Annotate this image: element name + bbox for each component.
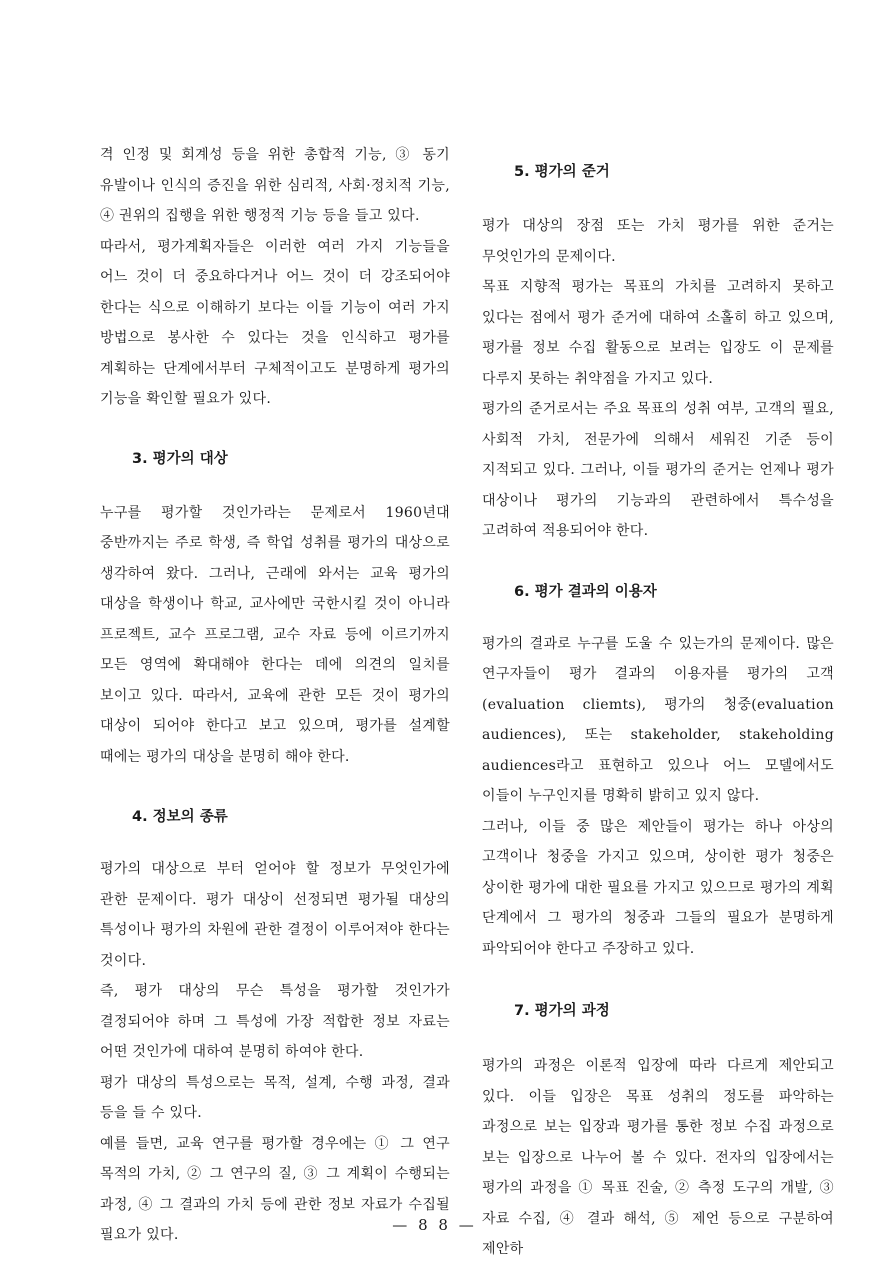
section-4-paragraph-2: 즉, 평가 대상의 무슨 특성을 평가할 것인가가 결정되어야 하며 그 특성에 가장 적합한 정보 자료는 어떤 것인가에 대하여 분명히 하여야 한다. (100, 983, 450, 1060)
page-number: — 8 8 — (392, 1216, 477, 1234)
section-5-paragraph-3: 평가의 준거로서는 주요 목표의 성취 여부, 고객의 필요, 사회적 가치, 전문가에 의해서 세워진 기준 등이 지적되고 있다. 그러나, 이들 평가의 준거는 언제나 평가 대상이나 평가의 기능과의 관련하에서 특수성을 고려하여 적용되어야 한다. (482, 401, 834, 539)
section-5-heading: 5. 평가의 준거 (514, 164, 610, 180)
section-4-heading: 4. 정보의 종류 (132, 809, 228, 825)
section-6-heading: 6. 평가 결과의 이용자 (514, 583, 657, 600)
paragraph-intro-2: 따라서, 평가계획자들은 이러한 여러 가지 기능들을 어느 것이 더 중요하다거나 어느 것이 더 강조되어야 한다는 식으로 이해하기 보다는 이들 기능이 여러 가지 방법으로 봉사한 수 있다는 것을 인식하고 평가를 계획하는 단계에서부터 구체적이고도 분명하게 평가의 기능을 확인할 필요가 있다. (100, 238, 450, 407)
left-column (100, 140, 450, 1251)
section-6-paragraph-1: 평가의 결과로 누구를 도울 수 있는가의 문제이다. 많은 연구자들이 평가 결과의 이용자를 평가의 고객(evaluation cliemts), 평가의 청중(evaluation audiences), 또는 stakeholder, stakeholding audiences라고 표현하고 있으나 어느 모델에서도 이들이 누구인지를 명확히 밝히고 있지 않다. (482, 635, 834, 804)
section-3-heading: 3. 평가의 대상 (132, 450, 228, 467)
section-7-paragraph-1: 평가의 과정은 이론적 입장에 따라 다르게 제안되고 있다. 이들 입장은 목표 성취의 정도를 파악하는 과정으로 보는 입장과 평가를 통한 정보 수집 과정으로 보는 입장으로 나누어 볼 수 있다. 전자의 입장에서는 평가의 과정을 ① 목표 진술, ② 측정 도구의 개발, ③ 자료 수집, ④ 결과 해석, ⑤ 제언 등으로 구분하여 제안하 (482, 1058, 834, 1257)
section-4-paragraph-3: 평가 대상의 특성으로는 목적, 설계, 수행 과정, 결과 등을 들 수 있다. (100, 1074, 450, 1121)
section-7-heading: 7. 평가의 과정 (514, 1003, 610, 1019)
section-5-paragraph-1: 평가 대상의 장점 또는 가치 평가를 위한 준거는 무엇인가의 문제이다. (482, 218, 834, 265)
section-6-paragraph-2: 그러나, 이들 중 많은 제안들이 평가는 하나 아상의 고객이나 청중을 가지고 있으며, 상이한 평가 청중은 상이한 평가에 대한 필요를 가지고 있으므로 평가의 계획 단계에서 그 평가의 청중과 그들의 필요가 분명하게 파악되어야 한다고 주장하고 있다. (482, 818, 834, 957)
section-3-paragraph: 누구를 평가할 것인가라는 문제로서 1960년대 중반까지는 주로 학생, 즉 학업 성취를 평가의 대상으로 생각하여 왔다. 그러나, 근래에 와서는 교육 평가의 대상을 학생이나 학교, 교사에만 국한시킬 것이 아니라 프로젝트, 교수 프로그램, 교수 자료 등에 이르기까지 모든 영역에 확대해야 한다는 데에 의견의 일치를 보이고 있다. 따라서, 교육에 관한 모든 것이 평가의 대상이 되어야 한다고 보고 있으며, 평가를 설계할 때에는 평가의 대상을 분명히 해야 한다. (100, 504, 450, 765)
paragraph-intro: 격 인정 및 회계성 등을 위한 총합적 기능, ③ 동기 유발이나 인식의 증진을 위한 심리적, 사회·정치적 기능, ④ 권위의 집행을 위한 행정적 기능 등을 들고 있다. (100, 147, 450, 224)
section-4-paragraph-4: 예를 들면, 교육 연구를 평가할 경우에는 ① 그 연구 목적의 가치, ② 그 연구의 질, ③ 그 계획이 수행되는 과정, ④ 그 결과의 가치 등에 관한 정보 자료가 수집될 필요가 있다. (100, 1135, 450, 1243)
right-column (482, 140, 834, 1265)
section-4-paragraph-1: 평가의 대상으로 부터 얻어야 할 정보가 무엇인가에 관한 문제이다. 평가 대상이 선정되면 평가될 대상의 특성이나 평가의 차원에 관한 결정이 이루어져야 한다는 것이다. (100, 861, 450, 969)
section-5-paragraph-2: 목표 지향적 평가는 목표의 가치를 고려하지 못하고 있다는 점에서 평가 준거에 대하여 소홀히 하고 있으며, 평가를 정보 수집 활동으로 보려는 입장도 이 문제를 다루지 못하는 취약점을 가지고 있다. (482, 279, 834, 387)
